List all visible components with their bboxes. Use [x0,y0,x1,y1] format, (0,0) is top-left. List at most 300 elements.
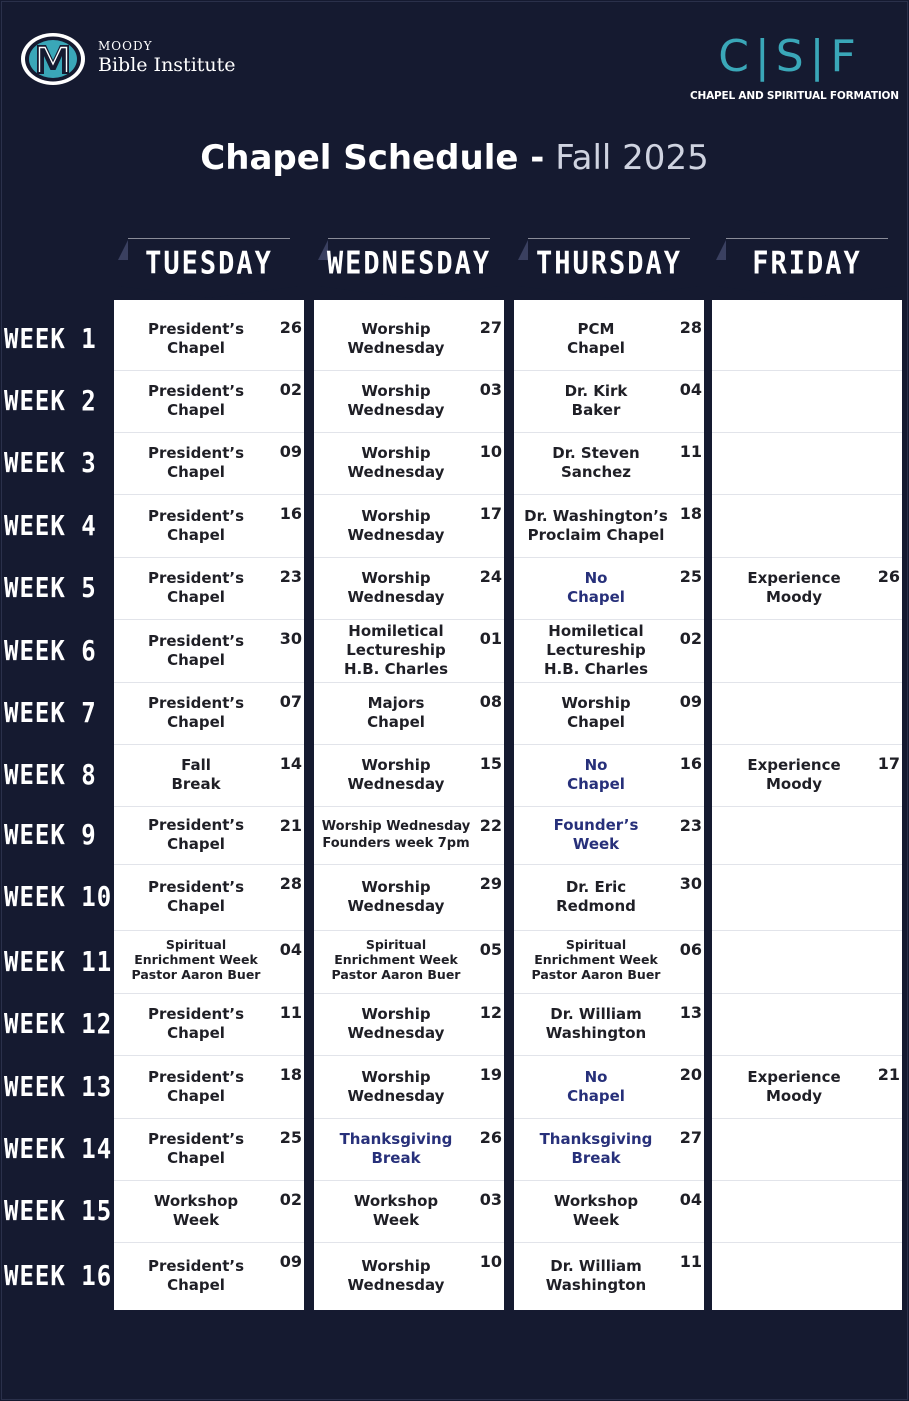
event-date: 24 [479,567,502,586]
event-title [712,1068,876,1106]
event-date: 02 [679,629,702,648]
event-title-line: Worship [361,1005,431,1023]
event-title-line: Fall [181,756,211,774]
week-label: WEEK 7 [4,696,97,730]
event-title-line: Experience [747,569,841,587]
schedule-cell [114,993,304,1055]
event-title-line: Wednesday [347,588,445,606]
event-date: 11 [679,1252,702,1271]
schedule-cell [114,930,304,993]
week-label: WEEK 16 [4,1259,113,1293]
event-title-line: Worship [361,320,431,338]
event-date: 07 [279,692,302,711]
event-date: 08 [479,692,502,711]
schedule-cell [514,308,704,370]
schedule-cell [514,1118,704,1180]
schedule-cell [514,494,704,557]
event-title-line: Chapel [167,1086,225,1105]
event-date: 11 [679,442,702,461]
event-title-line: Chapel [167,1024,225,1042]
event-date: 23 [279,567,302,586]
event-date: 21 [279,816,302,835]
event-title-line: Homiletical [548,622,644,640]
event-date: 23 [679,816,702,835]
event-date: 30 [679,874,702,893]
event-title-line: Wednesday [347,1024,445,1042]
event-title-line: Worship [361,444,431,462]
event-date: 30 [279,629,302,648]
event-title [514,756,678,794]
week-label: WEEK 15 [4,1194,113,1228]
schedule-cell [314,806,504,864]
event-title [114,1192,278,1230]
event-title-line: Thanksgiving [339,1130,453,1148]
event-title-line: Proclaim Chapel [527,525,665,544]
event-date: 16 [679,754,702,773]
event-title [314,569,478,607]
schedule-cell [514,1180,704,1242]
event-title-line: Worship [361,569,431,587]
event-title-line: Wednesday [347,339,445,357]
event-date: 28 [679,318,702,337]
org-name-line2: Bible Institute [98,54,236,76]
event-title-line: Dr. William [550,1005,642,1023]
event-title [114,507,278,545]
week-label: WEEK 1 [4,322,97,356]
event-title-line: Chapel [167,339,225,357]
event-title-line: President’s [147,631,245,650]
event-title-line: Worship [361,1067,431,1086]
day-header-friday [712,238,902,300]
event-title-line: Thanksgiving [539,1130,653,1148]
event-title-line: President’s [147,1005,245,1023]
schedule-cell [314,619,504,682]
event-title [514,320,678,358]
week-label: WEEK 14 [4,1132,113,1166]
schedule-cell [114,308,304,370]
org-name [98,39,236,77]
event-title [314,1005,478,1043]
event-date: 18 [279,1065,302,1084]
week-label: WEEK 4 [4,509,97,542]
event-title [514,1192,678,1230]
event-title-line: Chapel [567,339,625,357]
event-date: 26 [479,1128,502,1147]
event-title-line: Washington [545,1024,647,1042]
event-date: 16 [279,504,302,523]
event-title [314,1130,478,1168]
event-title-line: Worship [361,878,431,896]
event-title [114,816,278,854]
schedule-cell [514,432,704,494]
event-title-line: Moody [765,588,823,606]
row-divider [712,1180,902,1181]
event-title-line: Worship [361,756,431,774]
event-title [314,622,478,679]
event-title-line: Week [572,835,620,853]
event-title [514,694,678,732]
schedule-cell [514,864,704,930]
moody-logo-icon [20,32,88,86]
event-title-line: Chapel [167,588,225,606]
title-main: Chapel Schedule - [200,138,545,178]
event-title [514,878,678,916]
csf-subtitle: CHAPEL AND SPIRITUAL FORMATION [690,90,899,102]
event-title-line: President’s [147,382,245,400]
event-title-line: Chapel [167,650,225,669]
org-name-line1: MOODY [98,39,153,53]
event-title [114,1130,278,1168]
event-title [314,694,478,732]
event-date: 02 [279,1190,302,1209]
schedule-cell [114,682,304,744]
event-title-line: Sanchez [560,463,632,481]
event-title-line: Workshop [553,1192,639,1210]
event-title-line: Chapel [567,588,625,606]
event-title-line: Wednesday [347,525,445,544]
event-title-line: President’s [147,816,245,834]
event-title-line: Week [372,1211,420,1229]
schedule-cell [114,557,304,619]
event-title-line: Dr. Kirk [564,382,628,400]
event-title-line: Wednesday [347,401,445,419]
schedule-cell [712,557,902,619]
schedule-cell [514,1242,704,1310]
event-title [514,937,678,982]
event-title-line: Wednesday [347,463,445,481]
event-title-line: Dr. Eric [565,878,627,896]
event-title-line: Spiritual [165,936,227,952]
event-title-line: Experience [747,1067,841,1086]
event-title-line: Wednesday [347,897,445,915]
event-date: 09 [279,442,302,461]
event-title-line: Chapel [167,1276,225,1294]
schedule-cell [114,1055,304,1118]
event-date: 03 [479,380,502,399]
event-title-line: Experience [747,756,841,774]
schedule-cell [514,370,704,432]
schedule-cell [712,1055,902,1118]
page-title [0,138,909,178]
event-title-line: Redmond [556,897,636,915]
event-date: 17 [479,504,502,523]
event-title-line: Majors [367,694,425,712]
event-title-line: Worship [361,1257,431,1275]
event-date: 03 [479,1190,502,1209]
event-title [114,382,278,420]
schedule-cell [314,682,504,744]
week-label: WEEK 13 [4,1070,113,1103]
event-title-line: Pastor Aaron Buer [531,966,661,982]
event-title-line: Chapel [167,835,225,853]
schedule-cell [514,744,704,806]
title-term: Fall 2025 [555,138,709,178]
day-header-wednesday [314,238,504,300]
event-date: 14 [279,754,302,773]
event-title [114,444,278,482]
schedule-cell [114,1118,304,1180]
schedule-cell [314,1118,504,1180]
event-title-line: Wednesday [347,775,445,793]
week-label: WEEK 2 [4,384,97,418]
schedule-cell [114,1180,304,1242]
schedule-cell [514,993,704,1055]
event-title-line: Pastor Aaron Buer [131,966,261,982]
event-title-line: President’s [147,878,245,896]
event-title [314,819,478,852]
event-title-line: Wednesday [347,1086,445,1105]
week-label: WEEK 9 [4,818,97,852]
schedule-cell [514,619,704,682]
event-title-line: Pastor Aaron Buer [331,966,461,982]
event-title [114,937,278,982]
event-title-line: Enrichment Week [334,951,458,967]
event-date: 02 [279,380,302,399]
day-label-friday: FRIDAY [752,245,862,282]
event-title-line: Break [171,775,221,793]
event-date: 27 [679,1128,702,1147]
event-title [712,569,876,607]
event-title [514,1130,678,1168]
event-title-line: H.B. Charles [343,660,449,678]
event-title [514,444,678,482]
event-title-line: Chapel [567,1086,625,1105]
schedule-cell [314,557,504,619]
event-date: 20 [679,1065,702,1084]
event-date: 04 [279,940,302,959]
event-date: 04 [679,380,702,399]
event-title [114,878,278,916]
week-label: WEEK 10 [4,880,113,914]
row-divider [712,1118,902,1119]
event-title [314,320,478,358]
event-title-line: No [584,1067,608,1086]
event-title-line: Lectureship [546,641,646,659]
event-title [114,569,278,607]
schedule-cell [314,993,504,1055]
event-title [514,1005,678,1043]
event-title-line: Moody [765,775,823,793]
event-date: 12 [479,1003,502,1022]
event-title [314,937,478,982]
event-title-line: Dr. Steven [552,444,640,462]
event-title-line: Chapel [167,463,225,481]
event-title-line: Washington [545,1276,647,1294]
event-title-line: Lectureship [346,641,446,659]
event-title-line: President’s [147,1257,245,1275]
event-title-line: Worship [561,694,631,712]
event-title-line: Baker [571,401,621,419]
event-title-line: Workshop [153,1192,239,1210]
event-date: 11 [279,1003,302,1022]
event-title [314,382,478,420]
event-title-line: Dr. Washington’s [524,506,668,525]
row-divider [712,864,902,865]
event-title [314,444,478,482]
day-header-thursday [514,238,704,300]
event-date: 05 [479,940,502,959]
event-date: 17 [877,754,900,773]
schedule-cell [314,1055,504,1118]
row-divider [712,993,902,994]
event-title-line: Break [571,1149,621,1167]
event-date: 27 [479,318,502,337]
event-date: 25 [279,1128,302,1147]
event-title [314,756,478,794]
event-title [314,507,478,545]
event-title [314,878,478,916]
event-date: 19 [479,1065,502,1084]
event-title [514,1068,678,1106]
event-title-line: Worship Wednesday [321,819,471,834]
event-title [514,507,678,545]
schedule-cell [314,1180,504,1242]
event-title-line: President’s [147,1067,245,1086]
schedule-cell [514,930,704,993]
day-label-thursday: THURSDAY [535,245,683,282]
event-title-line: President’s [147,569,245,587]
week-label: WEEK 3 [4,446,97,480]
event-title [114,1068,278,1106]
schedule-cell [314,370,504,432]
event-title [514,1257,678,1295]
event-title-line: No [584,569,608,587]
row-divider [712,370,902,371]
schedule-cell [114,370,304,432]
event-title [314,1068,478,1106]
week-label: WEEK 8 [4,758,97,792]
event-title-line: President’s [147,444,245,462]
event-title-line: Chapel [567,775,625,793]
event-date: 26 [279,318,302,337]
schedule-cell [314,930,504,993]
event-title-line: Workshop [353,1192,439,1210]
event-title [514,382,678,420]
event-date: 09 [279,1252,302,1271]
event-title-line: President’s [147,506,245,525]
schedule-cell [114,806,304,864]
event-date: 21 [877,1065,900,1084]
schedule-cell [314,864,504,930]
day-label-tuesday: TUESDAY [145,245,273,282]
row-divider [712,1242,902,1243]
event-date: 06 [679,940,702,959]
event-title-line: President’s [147,320,245,338]
schedule-cell [114,494,304,557]
event-date: 28 [279,874,302,893]
row-divider [712,494,902,495]
schedule-cell [114,619,304,682]
event-date: 10 [479,1252,502,1271]
event-date: 29 [479,874,502,893]
event-title-line: Spiritual [565,936,627,952]
event-date: 15 [479,754,502,773]
schedule-cell [514,806,704,864]
week-label: WEEK 6 [4,634,97,667]
csf-letters: C|S|F [718,31,862,82]
event-title-line: Moody [765,1086,823,1105]
schedule-cell [514,557,704,619]
event-title-line: Worship [361,506,431,525]
event-title [514,569,678,607]
event-title-line: No [584,756,608,774]
event-title [514,816,678,854]
row-divider [712,619,902,620]
event-title [514,622,678,679]
event-date: 22 [479,816,502,835]
schedule-cell [514,1055,704,1118]
event-title [712,756,876,794]
event-title-line: Worship [361,382,431,400]
event-title [114,632,278,670]
row-divider [712,806,902,807]
event-title-line: Chapel [167,1149,225,1167]
event-title [314,1257,478,1295]
event-title-line: President’s [147,694,245,712]
event-date: 26 [877,567,900,586]
schedule-cell [514,682,704,744]
event-date: 18 [679,504,702,523]
event-title [114,1257,278,1295]
event-title [114,756,278,794]
event-title-line: Founder’s [553,816,639,834]
week-label: WEEK 12 [4,1007,113,1041]
event-title-line: Spiritual [365,936,427,952]
schedule-cell [114,1242,304,1310]
day-header-tuesday [114,238,304,300]
event-title-line: Dr. William [550,1257,642,1275]
schedule-cell [314,744,504,806]
event-title-line: Chapel [167,525,225,544]
row-divider [712,930,902,931]
event-title-line: PCM [577,320,615,338]
schedule-cell [314,308,504,370]
event-title-line: Chapel [367,713,425,731]
event-title-line: Enrichment Week [534,951,658,967]
schedule-cell [114,432,304,494]
week-label: WEEK 11 [4,945,113,978]
event-date: 10 [479,442,502,461]
event-title-line: Wednesday [347,1276,445,1294]
schedule-cell [314,432,504,494]
row-divider [712,432,902,433]
event-title [114,694,278,732]
schedule-cell [114,864,304,930]
event-title-line: Chapel [167,897,225,915]
row-divider [712,682,902,683]
csf-wordmark [690,31,900,106]
day-label-wednesday: WEDNESDAY [326,245,492,282]
event-title-line: H.B. Charles [543,660,649,678]
schedule-cell [712,744,902,806]
event-title-line: Chapel [167,713,225,731]
event-title-line: President’s [147,1130,245,1148]
event-title-line: Founders week 7pm [322,835,470,851]
schedule-cell [314,494,504,557]
event-title [114,320,278,358]
event-date: 01 [479,629,502,648]
event-date: 25 [679,567,702,586]
event-title-line: Week [572,1211,620,1229]
event-title-line: Chapel [567,713,625,731]
event-date: 04 [679,1190,702,1209]
event-title-line: Break [371,1149,421,1167]
event-title-line: Week [172,1211,220,1229]
event-title [314,1192,478,1230]
week-label: WEEK 5 [4,571,97,605]
event-title [114,1005,278,1043]
event-title-line: Enrichment Week [134,951,258,967]
